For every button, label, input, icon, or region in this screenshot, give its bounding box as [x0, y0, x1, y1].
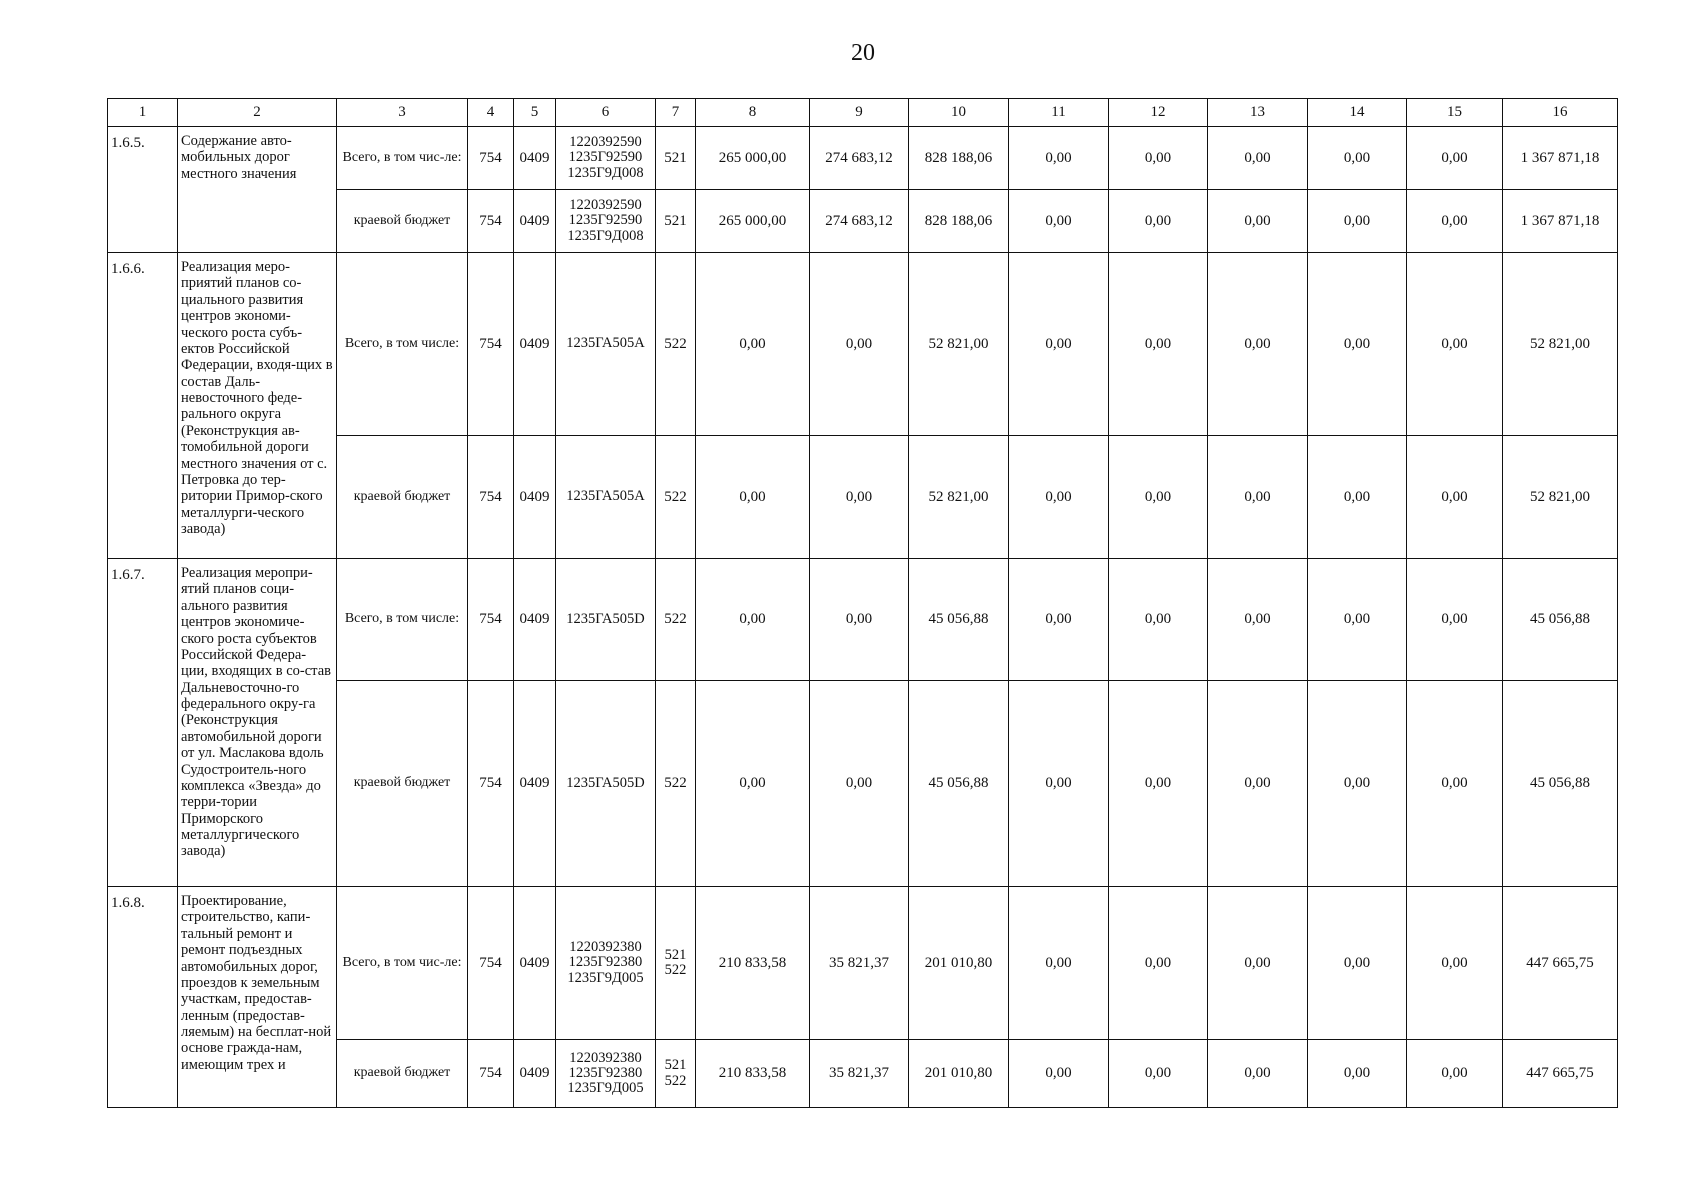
cell: 0409: [514, 1040, 556, 1108]
cell: 265 000,00: [696, 127, 810, 190]
cell: 45 056,88: [1503, 559, 1618, 681]
column-header: 14: [1308, 99, 1407, 127]
cell: 447 665,75: [1503, 1040, 1618, 1108]
cell: 754: [468, 887, 514, 1040]
column-header: 6: [556, 99, 656, 127]
funding-source: Всего, в том числе:: [337, 253, 468, 436]
column-header: 11: [1009, 99, 1109, 127]
cell: 521: [656, 190, 696, 253]
cell: 1235ГА505D: [556, 559, 656, 681]
cell: 754: [468, 253, 514, 436]
column-header: 10: [909, 99, 1009, 127]
column-header: 16: [1503, 99, 1618, 127]
row-name: Реализация меропри-ятий планов соци-ального развития центров экономиче-ского роста субъектов Российской Федера-ции, входящих в со-став Дальневосточно-го федерального окру-га (Реконструкция автомобильной дороги от ул. Маслакова вдоль Судостроитель-ного комплекса «Звезда» до терри-тории Приморского металлургического завода): [178, 559, 337, 887]
cell: 0409: [514, 127, 556, 190]
cell: 35 821,37: [810, 887, 909, 1040]
cell: 521 522: [656, 1040, 696, 1108]
cell: 201 010,80: [909, 1040, 1009, 1108]
row-name: Реализация меро-приятий планов со-циального развития центров экономи-ческого роста субъ-ектов Российской Федерации, входя-щих в состав Даль-невосточного феде-рального округа (Реконструкция ав-томобильной дороги местного значения от с. Петровка до тер-ритории Примор-ского металлурги-ческого завода): [178, 253, 337, 559]
cell: 828 188,06: [909, 190, 1009, 253]
column-header: 15: [1407, 99, 1503, 127]
column-header: 12: [1109, 99, 1208, 127]
cell: 274 683,12: [810, 190, 909, 253]
cell: 0,00: [1208, 681, 1308, 887]
cell: 0,00: [1208, 127, 1308, 190]
cell: 521: [656, 127, 696, 190]
table-row: [108, 887, 1618, 1040]
cell: 0,00: [1308, 559, 1407, 681]
cell: 0,00: [1109, 127, 1208, 190]
column-header: 4: [468, 99, 514, 127]
column-header: 5: [514, 99, 556, 127]
cell: 35 821,37: [810, 1040, 909, 1108]
cell: 0,00: [1109, 253, 1208, 436]
cell: 0409: [514, 559, 556, 681]
cell: 0,00: [1208, 436, 1308, 559]
cell: 0409: [514, 436, 556, 559]
cell: 1235ГА505А: [556, 253, 656, 436]
cell: 45 056,88: [909, 681, 1009, 887]
cell: 0,00: [1407, 127, 1503, 190]
cell: 0,00: [1208, 559, 1308, 681]
funding-source: Всего, в том чис-ле:: [337, 887, 468, 1040]
cell: 0409: [514, 681, 556, 887]
cell: 1 367 871,18: [1503, 127, 1618, 190]
column-header: 1: [108, 99, 178, 127]
cell: 0,00: [696, 253, 810, 436]
cell: 0,00: [1407, 190, 1503, 253]
table-row: [108, 127, 1618, 190]
cell: 522: [656, 559, 696, 681]
cell: 1235ГА505А: [556, 436, 656, 559]
cell: 0,00: [1109, 681, 1208, 887]
cell: 45 056,88: [1503, 681, 1618, 887]
cell: 0,00: [1009, 559, 1109, 681]
cell: 0,00: [810, 253, 909, 436]
row-number: 1.6.7.: [108, 559, 178, 887]
funding-source: краевой бюджет: [337, 190, 468, 253]
cell: 0,00: [1109, 887, 1208, 1040]
funding-source: Всего, в том чис-ле:: [337, 127, 468, 190]
cell: 0,00: [1009, 681, 1109, 887]
cell: 0,00: [1308, 436, 1407, 559]
table-row: [108, 559, 1618, 681]
column-header: 7: [656, 99, 696, 127]
cell: 754: [468, 681, 514, 887]
funding-source: краевой бюджет: [337, 1040, 468, 1108]
cell: 45 056,88: [909, 559, 1009, 681]
cell: 0,00: [1208, 190, 1308, 253]
cell: 0,00: [1308, 887, 1407, 1040]
cell: 0,00: [1208, 887, 1308, 1040]
cell: 210 833,58: [696, 1040, 810, 1108]
cell: 0,00: [810, 436, 909, 559]
cell: 754: [468, 127, 514, 190]
page-number: 20: [851, 40, 875, 66]
row-number: 1.6.8.: [108, 887, 178, 1108]
cell: 1220392380 1235Г92380 1235Г9Д005: [556, 1040, 656, 1108]
cell: 0409: [514, 887, 556, 1040]
cell: 0409: [514, 253, 556, 436]
cell: 754: [468, 190, 514, 253]
cell: 828 188,06: [909, 127, 1009, 190]
cell: 0,00: [1009, 253, 1109, 436]
cell: 0,00: [1407, 887, 1503, 1040]
cell: 0,00: [1407, 253, 1503, 436]
cell: 1220392590 1235Г92590 1235Г9Д008: [556, 127, 656, 190]
cell: 0,00: [810, 559, 909, 681]
row-number: 1.6.6.: [108, 253, 178, 559]
cell: 0,00: [1109, 190, 1208, 253]
cell: 0,00: [696, 559, 810, 681]
cell: 0,00: [1407, 436, 1503, 559]
cell: 522: [656, 253, 696, 436]
cell: 521 522: [656, 887, 696, 1040]
column-header: 8: [696, 99, 810, 127]
cell: 0,00: [1009, 887, 1109, 1040]
funding-source: краевой бюджет: [337, 436, 468, 559]
column-header: 2: [178, 99, 337, 127]
cell: 0,00: [1308, 190, 1407, 253]
cell: 1220392380 1235Г92380 1235Г9Д005: [556, 887, 656, 1040]
funding-source: Всего, в том числе:: [337, 559, 468, 681]
column-header: 3: [337, 99, 468, 127]
cell: 1220392590 1235Г92590 1235Г9Д008: [556, 190, 656, 253]
cell: 522: [656, 436, 696, 559]
cell: 0,00: [696, 681, 810, 887]
cell: 0,00: [1109, 436, 1208, 559]
cell: 0,00: [1407, 559, 1503, 681]
cell: 210 833,58: [696, 887, 810, 1040]
funding-source: краевой бюджет: [337, 681, 468, 887]
cell: 0,00: [696, 436, 810, 559]
cell: 0409: [514, 190, 556, 253]
cell: 0,00: [1308, 1040, 1407, 1108]
cell: 0,00: [1407, 681, 1503, 887]
cell: 1235ГА505D: [556, 681, 656, 887]
cell: 52 821,00: [909, 436, 1009, 559]
cell: 0,00: [1009, 190, 1109, 253]
column-header: 13: [1208, 99, 1308, 127]
table-row: [108, 253, 1618, 436]
cell: 0,00: [1308, 127, 1407, 190]
budget-table: [107, 98, 1618, 1108]
cell: 0,00: [1109, 559, 1208, 681]
cell: 754: [468, 559, 514, 681]
cell: 1 367 871,18: [1503, 190, 1618, 253]
cell: 52 821,00: [909, 253, 1009, 436]
cell: 0,00: [1308, 253, 1407, 436]
cell: 0,00: [1308, 681, 1407, 887]
column-header: 9: [810, 99, 909, 127]
cell: 754: [468, 1040, 514, 1108]
cell: 0,00: [1109, 1040, 1208, 1108]
cell: 447 665,75: [1503, 887, 1618, 1040]
cell: 52 821,00: [1503, 436, 1618, 559]
cell: 52 821,00: [1503, 253, 1618, 436]
cell: 0,00: [1009, 127, 1109, 190]
cell: 0,00: [1208, 1040, 1308, 1108]
cell: 754: [468, 436, 514, 559]
cell: 265 000,00: [696, 190, 810, 253]
row-name: Проектирование, строительство, капи-тальный ремонт и ремонт подъездных автомобильных дорог, проездов к земельным участкам, предостав-ленным (предостав-ляемым) на бесплат-ной основе гражда-нам, имеющим трех и: [178, 887, 337, 1108]
cell: 0,00: [1407, 1040, 1503, 1108]
header-row: [108, 99, 1618, 127]
row-name: Содержание авто-мобильных дорог местного значения: [178, 127, 337, 253]
cell: 201 010,80: [909, 887, 1009, 1040]
row-number: 1.6.5.: [108, 127, 178, 253]
cell: 0,00: [1009, 1040, 1109, 1108]
cell: 274 683,12: [810, 127, 909, 190]
cell: 0,00: [810, 681, 909, 887]
cell: 0,00: [1009, 436, 1109, 559]
cell: 0,00: [1208, 253, 1308, 436]
cell: 522: [656, 681, 696, 887]
